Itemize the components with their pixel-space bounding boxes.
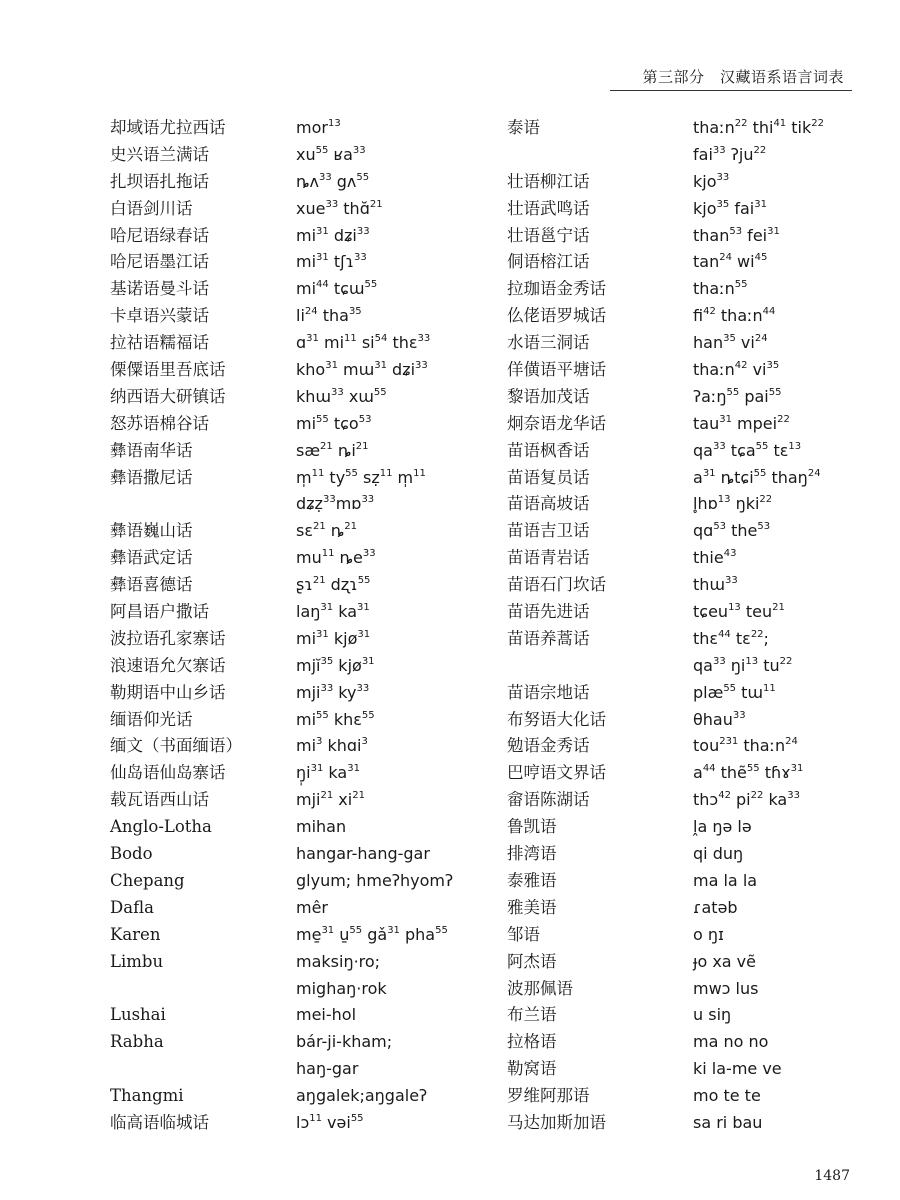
language-name: 苗语枫香话: [507, 440, 590, 460]
language-name: 布努语大化话: [507, 709, 606, 729]
word-form: khɯ$^{33}$ xɯ$^{55}$: [296, 386, 387, 406]
word-form: kjo$^{33}$: [693, 171, 730, 191]
word-form: thaːn$^{42}$ $vi^{35}$: [693, 360, 780, 380]
word-form: me̱$^{31}$ u̱$^{55}$ $gǎ^{31}$ pha$^{55}$: [296, 924, 448, 944]
page-number: 1487: [814, 1168, 850, 1184]
word-form: thaːn$^{55}$: [693, 279, 748, 299]
language-name: 炯奈语龙华话: [507, 413, 606, 433]
language-name: 基诺语曼斗话: [110, 279, 209, 299]
language-name: 泰语: [507, 118, 540, 137]
word-form: ʂɿ$^{21}$ dʐɿ$^{55}$: [296, 575, 371, 595]
language-name: 勉语金秀话: [507, 736, 590, 756]
language-name: 卡卓语兴蒙话: [110, 306, 209, 326]
language-name: Dafla: [110, 897, 154, 917]
language-name: 浪速语允欠寨话: [110, 655, 226, 675]
word-form: u siŋ: [693, 1005, 732, 1025]
language-name: 马达加斯加语: [507, 1112, 606, 1132]
word-form: $li^{24}$ tha$^{35}$: [296, 306, 362, 326]
word-form: mji$^{21}$ $xi^{21}$: [296, 790, 365, 810]
word-form: ɟo xa vẽ: [693, 951, 756, 971]
running-head: 第三部分 汉藏语系语言词表: [642, 68, 844, 86]
word-form: haŋ-gar: [296, 1059, 359, 1079]
language-name: 波拉语孔家寨话: [110, 628, 226, 648]
language-name: 临高语临城话: [110, 1112, 209, 1132]
language-name: 彝语南华话: [110, 440, 193, 460]
language-name: Rabha: [110, 1032, 164, 1052]
language-name: 拉祜语糯福话: [110, 333, 209, 353]
word-form: tou$^{231}$ thaːn$^{24}$: [693, 736, 798, 756]
word-form: $mi^{55}$ tɕo$^{53}$: [296, 413, 372, 433]
word-form: fai$^{33}$ ʔju$^{22}$: [693, 144, 767, 164]
word-form: kjo$^{35}$ fai$^{31}$: [693, 198, 767, 218]
word-form: qi duŋ: [693, 844, 744, 864]
language-name: 载瓦语西山话: [110, 790, 209, 810]
language-name: 苗语复员话: [507, 467, 590, 487]
language-name: Bodo: [110, 844, 153, 864]
language-name: Chepang: [110, 870, 185, 890]
language-name: 哈尼语墨江话: [110, 252, 209, 272]
word-form: dʑẓ$^{33}$mɒ$^{33}$: [296, 494, 375, 514]
word-form: mêr: [296, 897, 329, 917]
language-name: Karen: [110, 924, 161, 944]
language-name: 邹语: [507, 924, 540, 944]
language-name: 缅文（书面缅语）: [110, 736, 242, 756]
language-name: Anglo-Lotha: [110, 817, 212, 837]
language-name: 史兴语兰满话: [110, 144, 209, 164]
word-form: mji$^{33}$ $ky^{33}$: [296, 682, 370, 702]
language-name: 苗语先进话: [507, 602, 590, 622]
language-name: 哈尼语绿春话: [110, 225, 209, 245]
word-form: ȵʌ$^{33}$ gʌ$^{55}$: [296, 171, 370, 191]
word-form: mihan: [296, 817, 347, 837]
word-form: m̩$^{11}$ $ty^{55}$ sẓ$^{11}$ m̩$^{11}$: [296, 467, 426, 487]
word-form: thɔ$^{42}$ $pi^{22}$ $ka^{33}$: [693, 790, 800, 810]
word-form: $mi^3$ khɑi$^3$: [296, 736, 368, 756]
word-form: maksiŋ·ro;: [296, 951, 381, 971]
word-form: aŋgalek;aŋgaleʔ: [296, 1086, 428, 1106]
word-form: ɾatəb: [693, 897, 738, 917]
language-name: 彝语巍山话: [110, 521, 193, 541]
language-name: 阿昌语户撒话: [110, 602, 209, 622]
language-name: 黎语加茂话: [507, 386, 590, 406]
word-form: $xu^{55}$ ʁa$^{33}$: [296, 144, 366, 164]
language-name: 苗语养蒿话: [507, 628, 590, 648]
language-name: 巴哼语文界话: [507, 763, 606, 783]
word-form: $mi^{44}$ tɕɯ$^{55}$: [296, 279, 378, 299]
language-name: 缅语仰光话: [110, 709, 193, 729]
language-name: 壮语邕宁话: [507, 225, 590, 245]
word-form: θhau$^{33}$: [693, 709, 746, 729]
word-form: mwɔ lus: [693, 978, 759, 998]
language-name: 侗语榕江话: [507, 252, 590, 272]
language-name: 彝语武定话: [110, 548, 193, 568]
language-name: 壮语武鸣话: [507, 198, 590, 218]
word-form: bár-ji-kham;: [296, 1032, 393, 1052]
word-form: $a^{31}$ ȵtɕi$^{55}$ thaŋ$^{24}$: [693, 467, 821, 487]
language-name: 拉珈语金秀话: [507, 279, 606, 299]
word-form: han$^{35}$ $vi^{24}$: [693, 333, 768, 353]
language-name: 纳西语大研镇话: [110, 386, 226, 406]
word-form: $mi^{31}$ kjø$^{31}$: [296, 628, 371, 648]
language-name: 罗维阿那语: [507, 1086, 590, 1106]
word-form: l̥hɒ$^{13}$ ŋki$^{22}$: [693, 494, 773, 514]
word-form: mjĭ$^{35}$ kjø$^{31}$: [296, 655, 375, 675]
word-form: mighaŋ·rok: [296, 978, 387, 998]
language-name: 泰雅语: [507, 870, 557, 890]
language-name: 苗语宗地话: [507, 682, 590, 702]
language-name: 怒苏语棉谷话: [110, 413, 209, 433]
word-form: ki la-me ve: [693, 1059, 782, 1079]
word-form: ma no no: [693, 1032, 769, 1052]
word-form: tau$^{31}$ mpei$^{22}$: [693, 413, 790, 433]
word-form: $mi^{31}$ tʃɿ$^{33}$: [296, 252, 367, 272]
language-name: Lushai: [110, 1005, 166, 1025]
word-form: mo te te: [693, 1086, 761, 1106]
word-form: ɑ$^{31}$ $mi^{11}$ $si^{54}$ thɛ$^{33}$: [296, 333, 431, 353]
word-form: sɛ$^{21}$ $ȵ^{21}$: [296, 521, 358, 541]
language-name: 苗语石门坎话: [507, 575, 606, 595]
language-name: 排湾语: [507, 844, 557, 864]
word-form: $a^{44}$ thẽ$^{55}$ tɦɤ$^{31}$: [693, 763, 804, 783]
language-name: 白语剑川话: [110, 198, 193, 218]
word-form: mor$^{13}$: [296, 118, 341, 137]
language-name: 却域语尤拉西话: [110, 118, 226, 137]
word-form: thaːn$^{22}$ thi$^{41}$ tik$^{22}$: [693, 118, 824, 137]
word-form: thɛ$^{44}$ tɛ$^{22}$;: [693, 628, 769, 648]
language-name: 勒期语中山乡话: [110, 682, 226, 702]
word-form: o ŋɪ: [693, 924, 724, 944]
word-form: $qa^{33}$ tɕa$^{55}$ tɛ$^{13}$: [693, 440, 802, 460]
language-name: 傈僳语里吾底话: [110, 360, 226, 380]
language-name: 扎坝语扎拖话: [110, 171, 209, 191]
word-form: mei-hol: [296, 1005, 357, 1025]
word-form: thɯ$^{33}$: [693, 575, 738, 595]
word-form: $sæ^{21}$ $ȵi^{21}$: [296, 440, 369, 460]
word-form: ḽa ŋə lə: [693, 817, 752, 837]
language-name: Limbu: [110, 951, 164, 971]
word-form: $qa^{33}$ $ŋi^{13}$ $tu^{22}$: [693, 655, 793, 675]
language-name: 佯僙语平塘话: [507, 360, 606, 380]
language-name: 勒窝语: [507, 1059, 557, 1079]
word-form: plæ$^{55}$ tɯ$^{11}$: [693, 682, 776, 702]
language-name: 布兰语: [507, 1005, 557, 1025]
language-name: 彝语撒尼话: [110, 467, 193, 487]
word-form: hangar-hang-gar: [296, 844, 430, 864]
language-name: 拉格语: [507, 1032, 557, 1052]
language-name: 彝语喜德话: [110, 575, 193, 595]
language-name: 畲语陈湖话: [507, 790, 590, 810]
word-form: than$^{53}$ fei$^{31}$: [693, 225, 780, 245]
word-form: $ŋ̩i^{31}$ $ka^{31}$: [296, 763, 360, 783]
word-form: $\tan^{24} wi^{45}$: [693, 252, 768, 272]
word-form: qɑ$^{53}$ the$^{53}$: [693, 521, 771, 541]
word-form: lɔ$^{11}$ vəi$^{55}$: [296, 1112, 364, 1132]
word-form: $fi^{42}$ thaːn$^{44}$: [693, 306, 776, 326]
word-form: $mi^{55}$ khɛ$^{55}$: [296, 709, 375, 729]
language-name: 苗语高坡话: [507, 494, 590, 514]
language-name: 苗语青岩话: [507, 548, 590, 568]
word-form: ʔaːŋ$^{55}$ pai$^{55}$: [693, 386, 782, 406]
word-form: sa ri bau: [693, 1112, 763, 1132]
language-name: Thangmi: [110, 1086, 184, 1106]
language-name: 阿杰语: [507, 951, 557, 971]
language-name: 苗语吉卫话: [507, 521, 590, 541]
header-rule: [610, 90, 852, 91]
language-name: 壮语柳江话: [507, 171, 590, 191]
word-form: glyum; hmeʔhyomʔ: [296, 870, 454, 890]
word-form: tɕeu$^{13}$ teu$^{21}$: [693, 602, 785, 622]
language-name: 波那佩语: [507, 978, 573, 998]
word-form: laŋ$^{31}$ $ka^{31}$: [296, 602, 370, 622]
language-name: 水语三洞话: [507, 333, 590, 353]
language-name: 仙岛语仙岛寨话: [110, 763, 226, 783]
word-form: ma la la: [693, 870, 758, 890]
language-name: 鲁凯语: [507, 817, 557, 837]
word-form: kho$^{31}$ mɯ$^{31}$ dʑi$^{33}$: [296, 360, 428, 380]
word-form: thie$^{43}$: [693, 548, 737, 568]
word-form: $mu^{11}$ $ȵe^{33}$: [296, 548, 376, 568]
language-name: 仫佬语罗城话: [507, 306, 606, 326]
language-name: 雅美语: [507, 897, 557, 917]
word-form: $mi^{31}$ dʑi$^{33}$: [296, 225, 370, 245]
word-form: xue$^{33}$ thɑ̆$^{21}$: [296, 198, 383, 218]
